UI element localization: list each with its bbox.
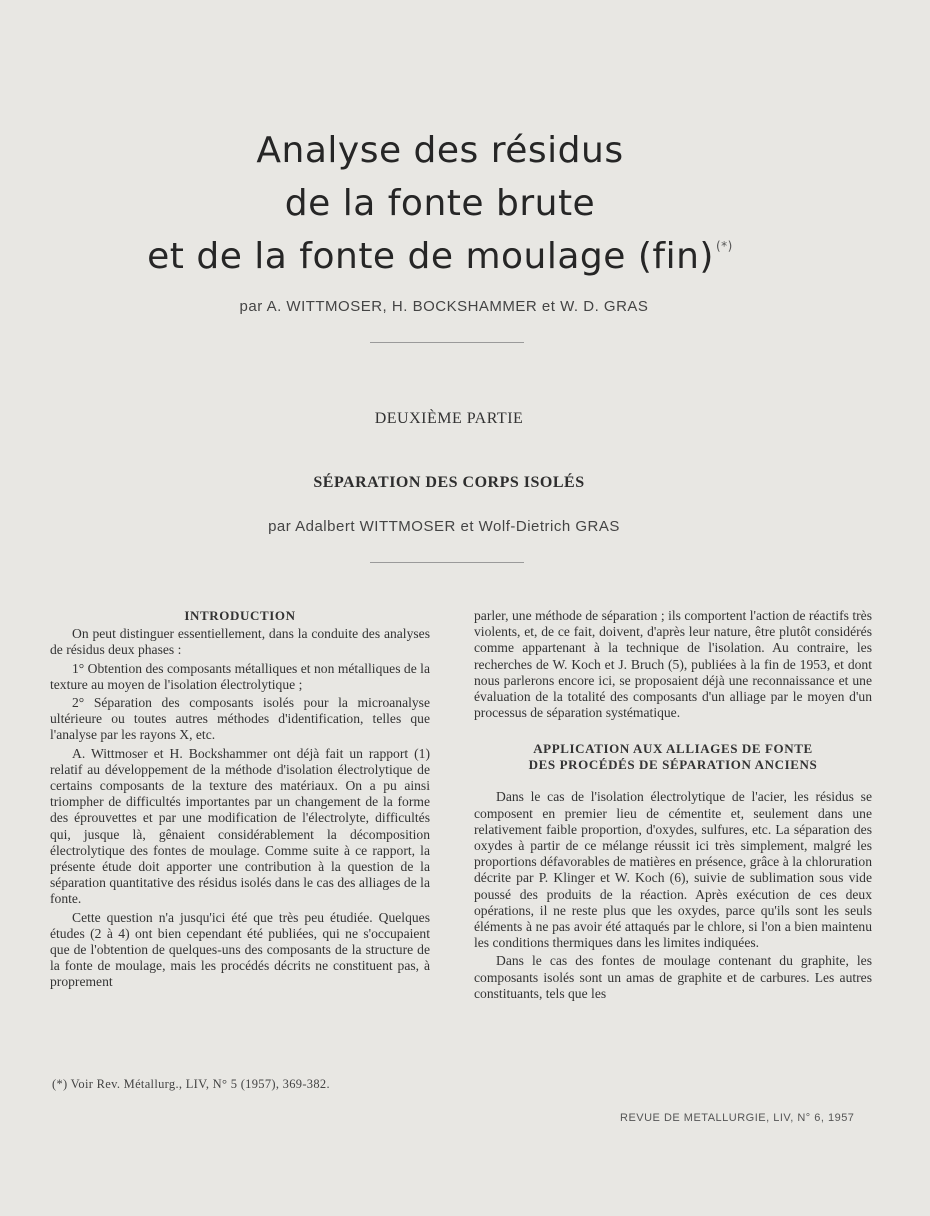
title-footnote-marker: (*) [715, 239, 733, 253]
main-authors: par A. WITTMOSER, H. BOCKSHAMMER et W. D. GRAS [239, 298, 649, 315]
section-title: SÉPARATION DES CORPS ISOLÉS [313, 474, 585, 491]
heading-line: DES PROCÉDÉS DE SÉPARATION ANCIENS [528, 757, 818, 773]
paragraph: 2° Séparation des composants isolés pour la microanalyse ultérieure ou toutes autres méthodes d'identification, telles que l'analyse par les rayons X, etc. [50, 695, 430, 743]
title-line-3 [0, 236, 880, 277]
heading-line: APPLICATION AUX ALLIAGES DE FONTE [533, 741, 813, 757]
paragraph: A. Wittmoser et H. Bockshammer ont déjà fait un rapport (1) relatif au développement de la méthode d'isolation électrolytique de certains composants de la texture des matériaux. On a pu ainsi triompher de difficultés importantes par un changement de la forme des éprouvettes et par une modification de l'électrolyte, difficultés qui, jusque là, gênaient considérablement la décomposition électrolytique des fontes de moulage. Comme suite à ce rapport, la présente étude doit apporter une contribution à la question de la séparation quantitative des résidus isolés dans le cas des alliages de la fonte. [50, 745, 430, 907]
divider-rule [370, 342, 524, 343]
title-line-3-text: et de la fonte de moulage (fin) [147, 236, 714, 277]
paragraph: 1° Obtention des composants métalliques et non métalliques de la texture au moyen de l'isolation électrolytique ; [50, 660, 430, 692]
section-authors: par Adalbert WITTMOSER et Wolf-Dietrich GRAS [268, 518, 620, 535]
paragraph: On peut distinguer essentiellement, dans la conduite des analyses de résidus deux phases : [50, 626, 430, 658]
running-footer: REVUE DE METALLURGIE, LIV, N° 6, 1957 [620, 1112, 855, 1124]
paragraph: Dans le cas de l'isolation électrolytique de l'acier, les résidus se composent en premier lieu de cémentite et, seulement dans une relativement faible proportion, d'oxydes, sulfures, etc. La séparation des oxydes à partir de ce mélange réussit ici très simplement, malgré les proportions défavorables de matières en présence, grâce à la chloruration décrite par P. Klinger et W. Koch (6), suivie de sublimation sous vide poussé des produits de la réaction. Après exécution de ces deux opérations, il ne reste plus que les oxydes, parce qu'ils sont les seuls éléments à ne pas avoir été attaqués par le chlore, si l'on a bien maintenu les conditions thermiques dans les limites indiquées. [474, 789, 872, 951]
title-line-1: Analyse des résidus [256, 130, 624, 171]
footnote: (*) Voir Rev. Métallurg., LIV, N° 5 (1957), 369-382. [52, 1077, 330, 1091]
paragraph: Cette question n'a jusqu'ici été que très peu étudiée. Quelques études (2 à 4) ont bien cependant été publiées, qui ne s'occupaient que de l'obtention de quelques-uns des composants de la structure de la fonte de moulage, mais les procédés décrits ne constituent pas, à proprement [50, 909, 430, 990]
divider-rule [370, 562, 524, 563]
paragraph: parler, une méthode de séparation ; ils comportent l'action de réactifs très violents, et, de ce fait, doivent, d'après leur nature, être plutôt considérés comme appartenant à la technique de l'isolation. Au contraire, les recherches de W. Koch et J. Bruch (5), publiées à la fin de 1953, et dont nous parlerons encore ici, se proposaient déjà une reconnaissance et une évaluation de la totalité des composants d'un alliage par le moyen d'un processus de séparation systématique. [474, 608, 872, 721]
application-heading [474, 741, 872, 773]
right-column [474, 608, 872, 1004]
introduction-heading: INTRODUCTION [184, 608, 296, 623]
paragraph: Dans le cas des fontes de moulage contenant du graphite, les composants isolés sont un amas de graphite et de carbures. Les autres constituants, tels que les [474, 953, 872, 1001]
title-line-2: de la fonte brute [284, 183, 596, 224]
left-column [50, 608, 430, 993]
part-title: DEUXIÈME PARTIE [374, 410, 524, 427]
